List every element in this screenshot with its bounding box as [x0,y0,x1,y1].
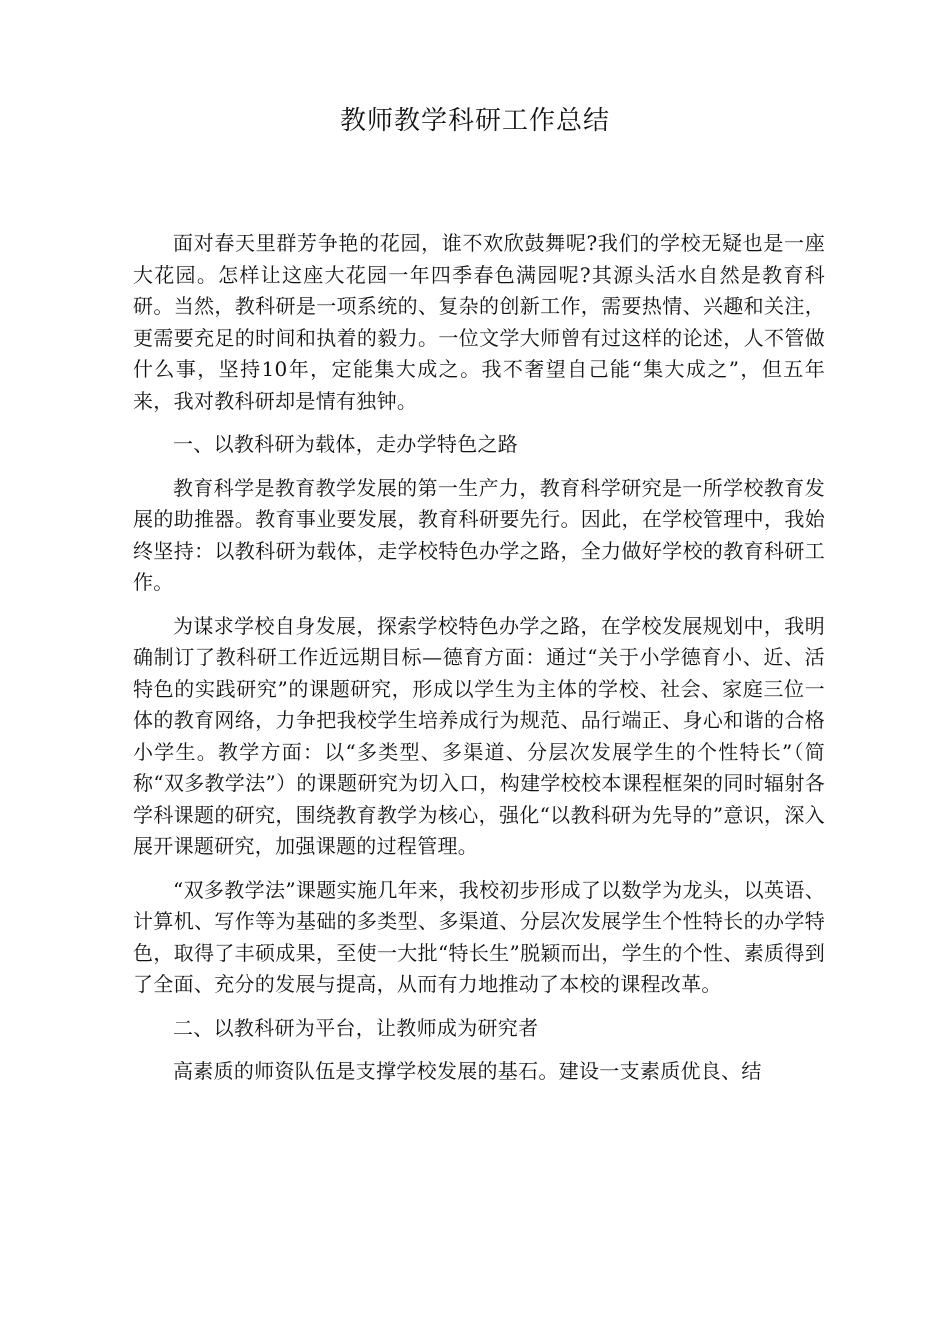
section-1-paragraph-3: “双多教学法”课题实施几年来，我校初步形成了以数学为龙头，以英语、计算机、写作等为基础的多类型、多渠道、分层次发展学生个性特长的办学特色，取得了丰硕成果，至使一大批“特长生”脱颖而出，学生的个性、素质得到了全面、充分的发展与提高，从而有力地推动了本校的课程改革。 [133,877,825,996]
section-2-paragraph-1: 高素质的师资队伍是支撑学校发展的基石。建设一支素质优良、结 [173,1059,762,1083]
section-heading-2: 二、以教科研为平台，让教师成为研究者 [173,1015,539,1040]
document-body [133,228,825,1100]
section-1-paragraph-1: 教育科学是教育教学发展的第一生产力，教育科学研究是一所学校教育发展的助推器。教育事业要发展，教育科研要先行。因此，在学校管理中，我始终坚持：以教科研为载体，走学校特色办学之路，全力做好学校的教育科研工作。 [133,475,825,594]
intro-paragraph: 面对春天里群芳争艳的花园，谁不欢欣鼓舞呢?我们的学校无疑也是一座大花园。怎样让这座大花园一年四季春色满园呢?其源头活水自然是教育科研。当然，教科研是一项系统的、复杂的创新工作，需要热情、兴趣和关注，更需要充足的时间和执着的毅力。一位文学大师曾有过这样的论述，人不管做什么事，坚持10年，定能集大成之。我不奢望自己能“集大成之”，但五年来，我对教科研却是情有独钟。 [133,231,825,413]
document-title: 教师教学科研工作总结 [339,106,610,136]
section-heading-1: 一、以教科研为载体，走办学特色之路 [173,432,519,456]
section-1-paragraph-2: 为谋求学校自身发展，探索学校特色办学之路，在学校发展规划中，我明确制订了教科研工作近远期目标—德育方面：通过“关于小学德育小、近、活特色的实践研究”的课题研究，形成以学生为主体的学校、社会、家庭三位一体的教育网络，力争把我校学生培养成行为规范、品行端正、身心和谐的合格小学生。教学方面：以“多类型、多渠道、分层次发展学生的个性特长”（简称“双多教学法”）的课题研究为切入口，构建学校校本课程框架的同时辐射各学科课题的研究，围绕教育教学为核心，强化“以教科研为先导的”意识，深入展开课题研究，加强课题的过程管理。 [133,613,825,858]
